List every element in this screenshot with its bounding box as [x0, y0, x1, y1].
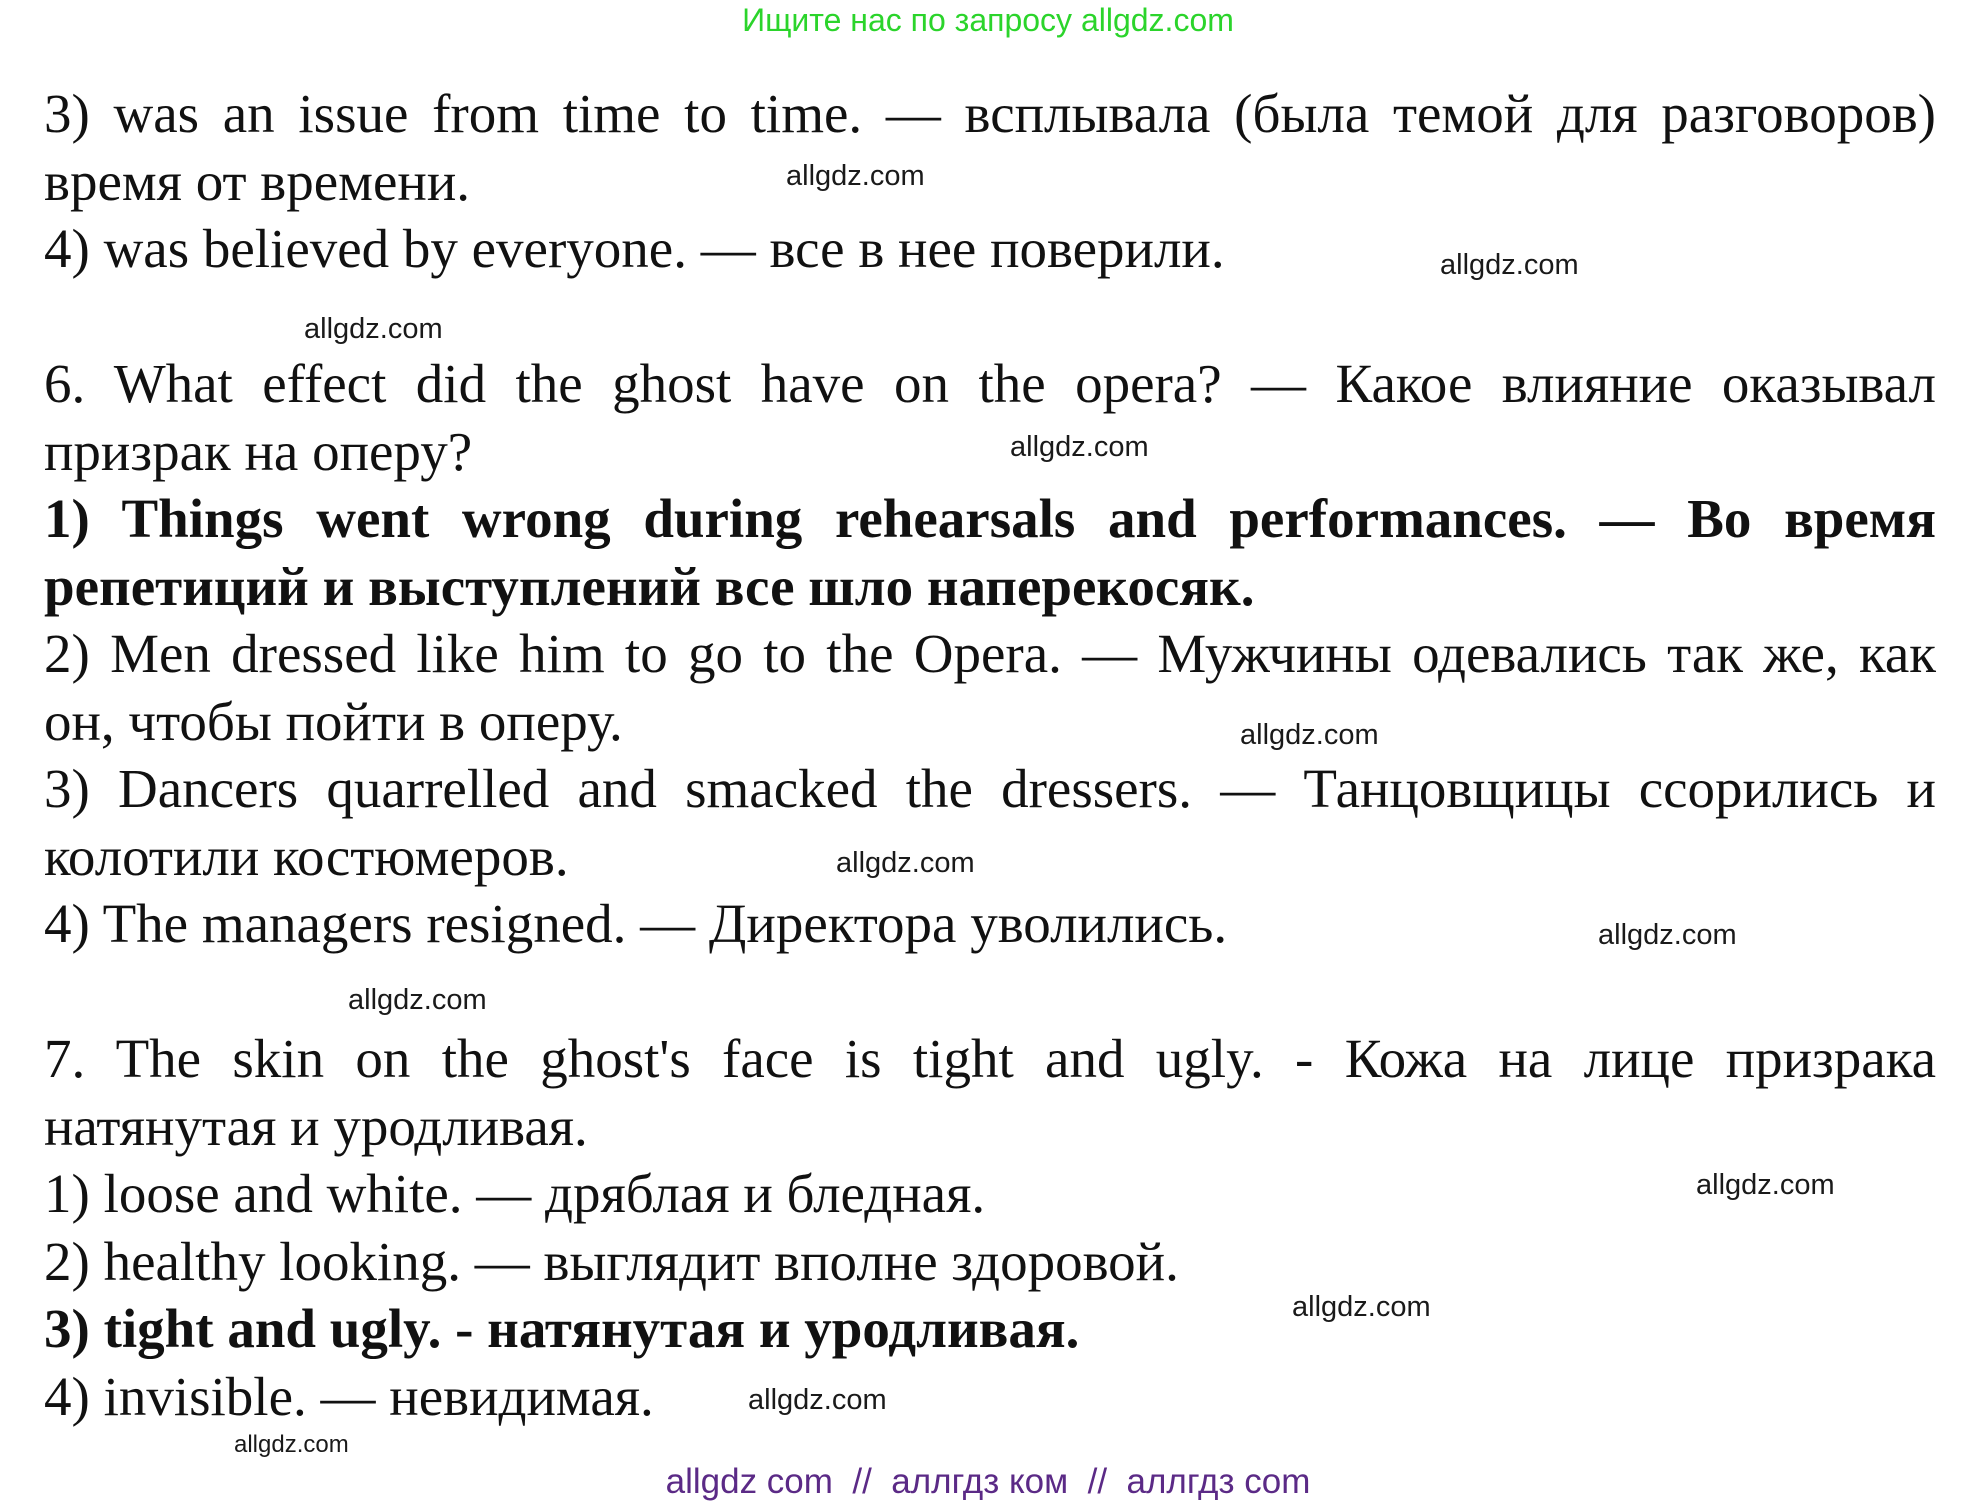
correct-answer-line: 3) tight and ugly. - натянутая и уродливая.	[44, 1298, 1080, 1359]
question-7-line: натянутая и уродливая.	[44, 1095, 588, 1157]
watermark: allgdz.com	[786, 160, 925, 192]
option-line: он, чтобы пойти в оперу.	[44, 690, 623, 752]
question-6-line: 6. What effect did the ghost have on the opera? — Какое влияние оказывал	[44, 353, 1936, 414]
text-line: 3) was an issue from time to time. — всплывала (была темой для разговоров)	[44, 83, 1936, 144]
paragraph-gap	[44, 958, 1936, 1026]
correct-answer-line: 1) Things went wrong during rehearsals and performances. — Во время	[44, 488, 1936, 549]
option-line: 4) The managers resigned. — Директора уволились.	[44, 893, 1228, 954]
option-line: 1) loose and white. — дряблая и бледная.	[44, 1163, 986, 1224]
watermark: allgdz.com	[836, 847, 975, 879]
option-line: 4) invisible. — невидимая.	[44, 1365, 654, 1427]
watermark: allgdz.com	[1292, 1291, 1431, 1323]
watermark: allgdz.com	[348, 984, 487, 1016]
watermark: allgdz.com	[1598, 919, 1737, 951]
option-line: 2) Men dressed like him to go to the Opera. — Мужчины одевались так же, как	[44, 623, 1936, 684]
watermark: allgdz.com	[1010, 431, 1149, 463]
question-7-line: 7. The skin on the ghost's face is tight and ugly. - Кожа на лице призрака	[44, 1028, 1936, 1089]
watermark: allgdz.com	[1440, 249, 1579, 281]
text-line: время от времени.	[44, 150, 471, 212]
watermark: allgdz.com	[1696, 1169, 1835, 1201]
option-line: 3) Dancers quarrelled and smacked the dressers. — Танцовщицы ссорились и	[44, 758, 1936, 819]
search-hint-banner: Ищите нас по запросу allgdz.com	[742, 2, 1234, 38]
option-line: 2) healthy looking. — выглядит вполне здоровой.	[44, 1230, 1179, 1292]
watermark: allgdz.com	[234, 1431, 349, 1458]
watermark: allgdz.com	[304, 313, 443, 345]
watermark: allgdz.com	[1240, 719, 1379, 751]
footer-watermark: allgdz com // аллгдз ком // аллгдз com	[665, 1462, 1311, 1501]
question-6-line: призрак на оперу?	[44, 420, 473, 482]
option-line: колотили костюмеров.	[44, 825, 569, 887]
answer-text	[44, 80, 1936, 1430]
text-line: 4) was believed by everyone. — все в нее поверили.	[44, 218, 1225, 279]
watermark: allgdz.com	[748, 1384, 887, 1416]
correct-answer-line: репетиций и выступлений все шло наперекосяк.	[44, 555, 1255, 617]
